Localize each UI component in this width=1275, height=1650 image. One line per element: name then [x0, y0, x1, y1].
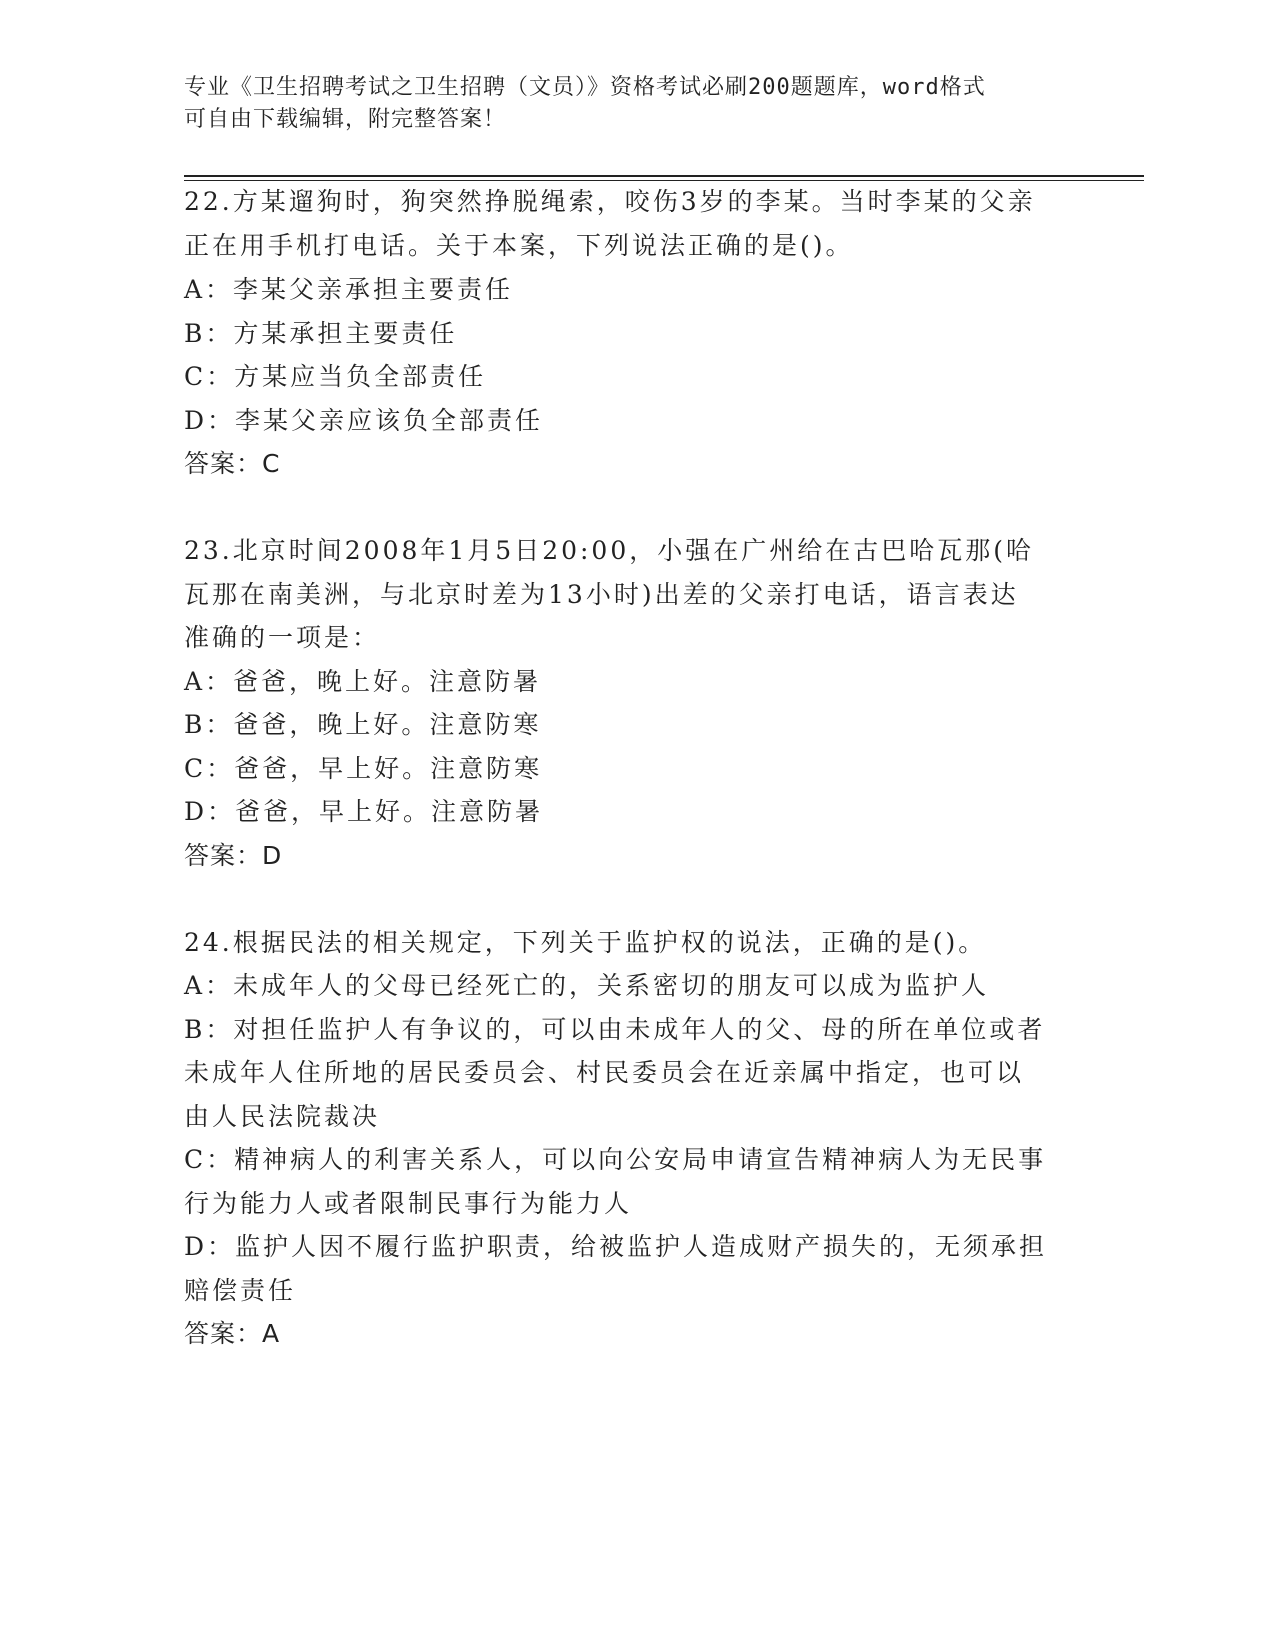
question-22-option-b: B：方某承担主要责任 [184, 319, 458, 348]
question-24-option-d-line-2: 赔偿责任 [184, 1276, 297, 1305]
question-24-option-b-line-1: B：对担任监护人有争议的，可以由未成年人的父、母的所在单位或者 [184, 1015, 1046, 1044]
question-22-option-d: D：李某父亲应该负全部责任 [184, 406, 544, 435]
question-24-answer: 答案：A [184, 1319, 281, 1348]
question-24-option-b-line-2: 未成年人住所地的居民委员会、村民委员会在近亲属中指定，也可以 [184, 1058, 1025, 1087]
question-24-option-b-line-3: 由人民法院裁决 [184, 1102, 381, 1131]
question-23-option-c: C：爸爸，早上好。注意防寒 [184, 754, 543, 783]
question-23-option-d: D：爸爸，早上好。注意防暑 [184, 797, 544, 826]
question-22-stem-line-2: 正在用手机打电话。关于本案，下列说法正确的是()。 [184, 231, 854, 260]
question-23-option-a: A：爸爸，晚上好。注意防暑 [184, 667, 542, 696]
header-divider-thin [184, 180, 1144, 181]
question-23-option-b: B：爸爸，晚上好。注意防寒 [184, 710, 542, 739]
question-23-stem-line-1: 23.北京时间2008年1月5日20:00，小强在广州给在古巴哈瓦那(哈 [184, 536, 1034, 565]
header-divider-thick [184, 175, 1144, 177]
question-23-answer: 答案：D [184, 841, 283, 870]
question-24-option-a: A：未成年人的父母已经死亡的，关系密切的朋友可以成为监护人 [184, 971, 990, 1000]
question-22-option-c: C：方某应当负全部责任 [184, 362, 487, 391]
question-24-option-c-line-1: C：精神病人的利害关系人，可以向公安局申请宣告精神病人为无民事 [184, 1145, 1047, 1174]
header-title-line-1: 专业《卫生招聘考试之卫生招聘（文员）》资格考试必刷200题题库，word格式 [184, 75, 986, 100]
question-24-option-c-line-2: 行为能力人或者限制民事行为能力人 [184, 1189, 633, 1218]
question-22-answer: 答案：C [184, 449, 281, 478]
question-22-stem-line-1: 22.方某遛狗时，狗突然挣脱绳索，咬伤3岁的李某。当时李某的父亲 [184, 187, 1036, 216]
question-24-option-d-line-1: D：监护人因不履行监护职责，给被监护人造成财产损失的，无须承担 [184, 1232, 1048, 1261]
question-23-stem-line-3: 准确的一项是： [184, 623, 381, 652]
document-header [184, 72, 1064, 136]
question-24-stem-line-1: 24.根据民法的相关规定，下列关于监护权的说法，正确的是()。 [184, 928, 987, 957]
header-title-line-2: 可自由下载编辑，附完整答案！ [184, 107, 507, 132]
question-23-stem-line-2: 瓦那在南美洲，与北京时差为13小时)出差的父亲打电话，语言表达 [184, 580, 1019, 609]
question-22-option-a: A：李某父亲承担主要责任 [184, 275, 514, 304]
